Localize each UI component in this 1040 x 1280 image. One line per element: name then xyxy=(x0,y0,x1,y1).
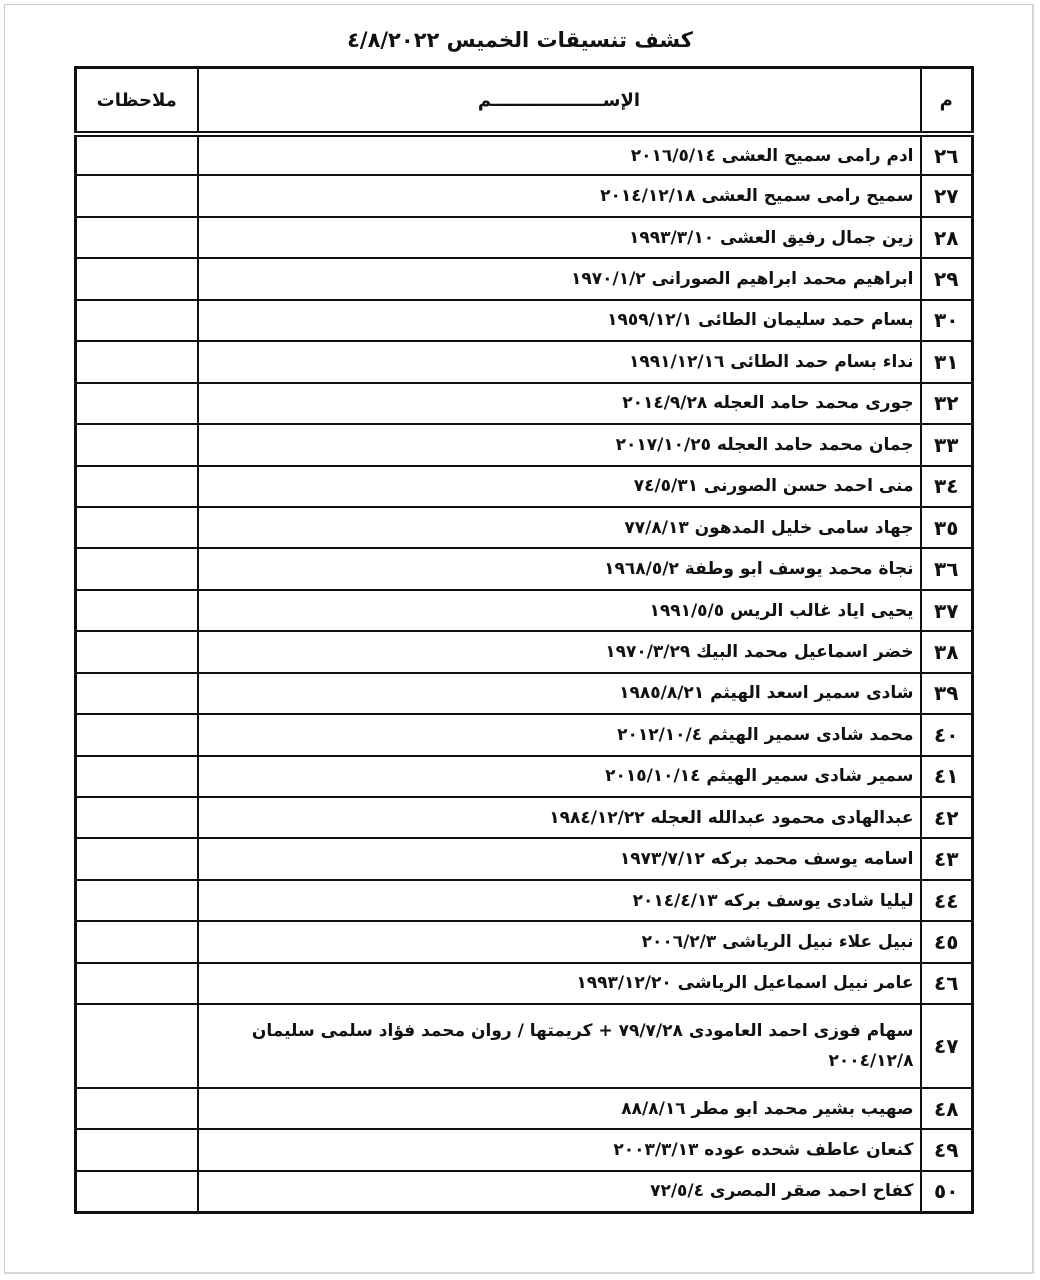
row-notes xyxy=(76,217,198,258)
page-title: كشف تنسيقات الخميس ٤/٨/٢٠٢٢ xyxy=(347,28,693,52)
row-notes xyxy=(76,383,198,424)
row-number: ٣٣ xyxy=(921,424,973,465)
row-number: ٤٨ xyxy=(921,1088,973,1129)
row-number: ٤١ xyxy=(921,756,973,797)
table-row xyxy=(76,507,973,548)
row-name: محمد شادى سمير الهيثم ٢٠١٢/١٠/٤ xyxy=(198,714,921,755)
table-row xyxy=(76,1129,973,1170)
row-name: سهام فوزى احمد العامودى ٧٩/٧/٢٨ + كريمتها / روان محمد فؤاد سلمى سليمان ٢٠٠٤/١٢/٨ xyxy=(198,1004,921,1088)
row-name: منى احمد حسن الصورنى ٧٤/٥/٣١ xyxy=(198,466,921,507)
table-row xyxy=(76,1004,973,1088)
row-number: ٣٧ xyxy=(921,590,973,631)
row-notes xyxy=(76,797,198,838)
row-notes xyxy=(76,507,198,548)
table-header-row xyxy=(76,68,973,135)
row-name: جمان محمد حامد العجله ٢٠١٧/١٠/٢٥ xyxy=(198,424,921,465)
row-name: كنعان عاطف شحده عوده ٢٠٠٣/٣/١٣ xyxy=(198,1129,921,1170)
row-notes xyxy=(76,631,198,672)
table-row xyxy=(76,341,973,382)
table-row xyxy=(76,673,973,714)
table-row xyxy=(76,880,973,921)
row-name: نجاة محمد يوسف ابو وطفة ١٩٦٨/٥/٢ xyxy=(198,548,921,589)
table-row xyxy=(76,714,973,755)
row-name: ابراهيم محمد ابراهيم الصورانى ١٩٧٠/١/٢ xyxy=(198,258,921,299)
row-notes xyxy=(76,300,198,341)
table-row xyxy=(76,590,973,631)
row-name: سميح رامى سميح العشى ٢٠١٤/١٢/١٨ xyxy=(198,175,921,216)
row-name: اسامه يوسف محمد بركه ١٩٧٣/٧/١٢ xyxy=(198,838,921,879)
row-notes xyxy=(76,1004,198,1088)
row-name: كفاح احمد صقر المصرى ٧٢/٥/٤ xyxy=(198,1171,921,1213)
row-name: جهاد سامى خليل المدهون ٧٧/٨/١٣ xyxy=(198,507,921,548)
header-name: الإســــــــــــــــــم xyxy=(198,68,921,135)
row-name: نداء بسام حمد الطائى ١٩٩١/١٢/١٦ xyxy=(198,341,921,382)
row-number: ٤٠ xyxy=(921,714,973,755)
row-notes xyxy=(76,1129,198,1170)
table-row xyxy=(76,548,973,589)
row-number: ٣٢ xyxy=(921,383,973,424)
row-number: ٢٧ xyxy=(921,175,973,216)
row-notes xyxy=(76,341,198,382)
row-notes xyxy=(76,838,198,879)
row-number: ٤٦ xyxy=(921,963,973,1004)
row-number: ٣١ xyxy=(921,341,973,382)
row-number: ٤٤ xyxy=(921,880,973,921)
table-row xyxy=(76,466,973,507)
row-name: عبدالهادى محمود عبدالله العجله ١٩٨٤/١٢/٢٢ xyxy=(198,797,921,838)
row-number: ٤٩ xyxy=(921,1129,973,1170)
table-row xyxy=(76,175,973,216)
row-number: ٤٢ xyxy=(921,797,973,838)
row-notes xyxy=(76,258,198,299)
row-number: ٣٦ xyxy=(921,548,973,589)
table-row xyxy=(76,1171,973,1213)
row-name: نبيل علاء نبيل الرياشى ٢٠٠٦/٢/٣ xyxy=(198,921,921,962)
row-name: عامر نبيل اسماعيل الرياشى ١٩٩٣/١٢/٢٠ xyxy=(198,963,921,1004)
row-number: ٤٥ xyxy=(921,921,973,962)
row-notes xyxy=(76,756,198,797)
table-row xyxy=(76,1088,973,1129)
table-row xyxy=(76,838,973,879)
row-name: زين جمال رفيق العشى ١٩٩٣/٣/١٠ xyxy=(198,217,921,258)
row-notes xyxy=(76,880,198,921)
row-name: خضر اسماعيل محمد البيك ١٩٧٠/٣/٢٩ xyxy=(198,631,921,672)
row-number: ٣٩ xyxy=(921,673,973,714)
table-row xyxy=(76,258,973,299)
table-row xyxy=(76,300,973,341)
row-notes xyxy=(76,1088,198,1129)
table-row xyxy=(76,424,973,465)
header-notes: ملاحظات xyxy=(76,68,198,135)
row-notes xyxy=(76,673,198,714)
table-row xyxy=(76,921,973,962)
row-number: ٢٦ xyxy=(921,134,973,175)
row-notes xyxy=(76,714,198,755)
row-number: ٣٠ xyxy=(921,300,973,341)
row-number: ٣٥ xyxy=(921,507,973,548)
row-number: ٢٨ xyxy=(921,217,973,258)
row-notes xyxy=(76,1171,198,1213)
table-row xyxy=(76,963,973,1004)
row-notes xyxy=(76,921,198,962)
row-number: ٤٧ xyxy=(921,1004,973,1088)
table-row xyxy=(76,383,973,424)
table-row xyxy=(76,134,973,175)
header-number: م xyxy=(921,68,973,135)
row-name: سمير شادى سمير الهيثم ٢٠١٥/١٠/١٤ xyxy=(198,756,921,797)
row-name: صهيب بشير محمد ابو مطر ٨٨/٨/١٦ xyxy=(198,1088,921,1129)
row-name: يحيى اياد غالب الريس ١٩٩١/٥/٥ xyxy=(198,590,921,631)
row-number: ٣٤ xyxy=(921,466,973,507)
table-row xyxy=(76,217,973,258)
row-name: شادى سمير اسعد الهيثم ١٩٨٥/٨/٢١ xyxy=(198,673,921,714)
row-name: جورى محمد حامد العجله ٢٠١٤/٩/٢٨ xyxy=(198,383,921,424)
row-number: ٢٩ xyxy=(921,258,973,299)
row-notes xyxy=(76,424,198,465)
row-notes xyxy=(76,466,198,507)
row-notes xyxy=(76,590,198,631)
row-notes xyxy=(76,134,198,175)
row-name: بسام حمد سليمان الطائى ١٩٥٩/١٢/١ xyxy=(198,300,921,341)
table-row xyxy=(76,797,973,838)
row-name: ليليا شادى يوسف بركه ٢٠١٤/٤/١٣ xyxy=(198,880,921,921)
row-notes xyxy=(76,175,198,216)
table-row xyxy=(76,631,973,672)
row-notes xyxy=(76,963,198,1004)
names-table xyxy=(74,66,974,1214)
row-number: ٣٨ xyxy=(921,631,973,672)
table-row xyxy=(76,756,973,797)
row-number: ٥٠ xyxy=(921,1171,973,1213)
row-number: ٤٣ xyxy=(921,838,973,879)
row-name: ادم رامى سميح العشى ٢٠١٦/٥/١٤ xyxy=(198,134,921,175)
row-notes xyxy=(76,548,198,589)
